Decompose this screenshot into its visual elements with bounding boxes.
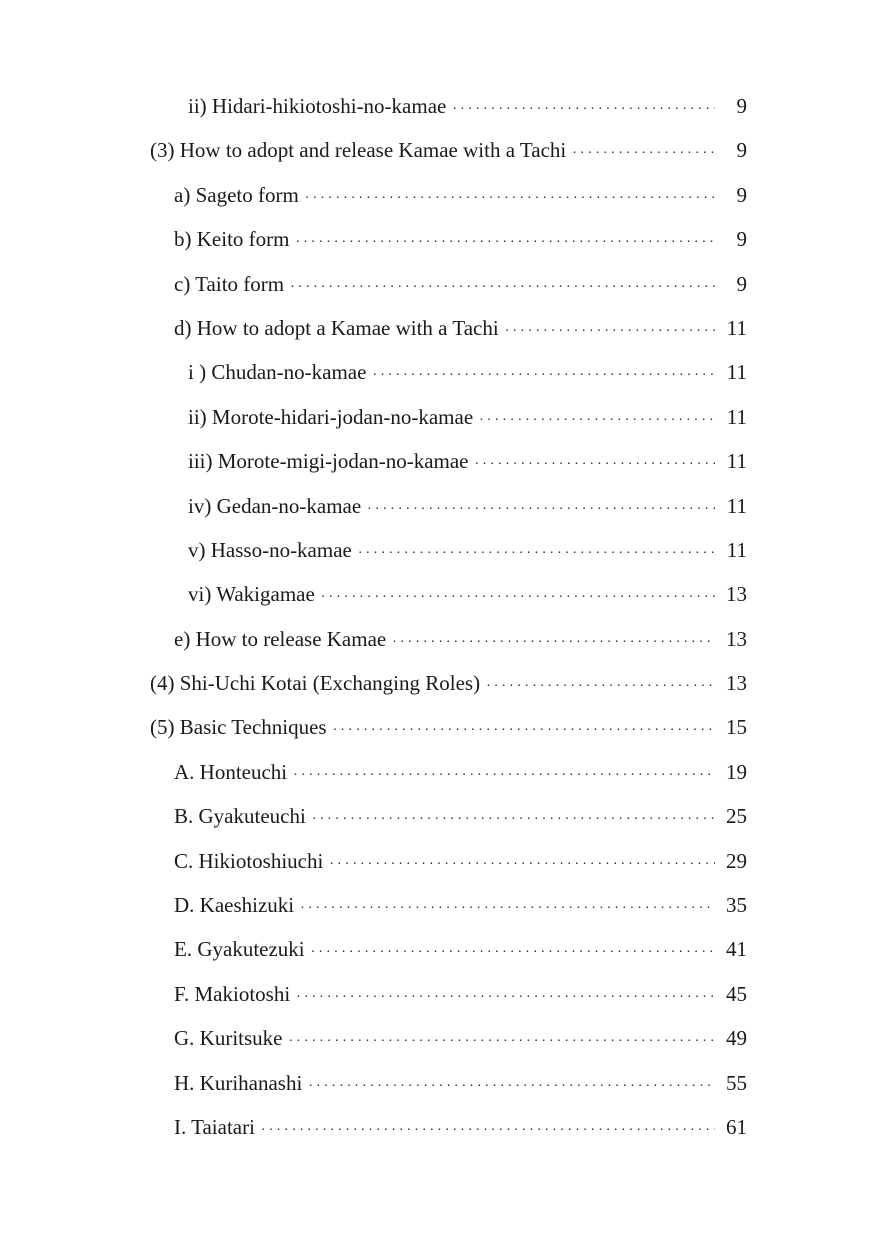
toc-entry-chudan-no-kamae[interactable]	[0, 350, 874, 394]
toc-entry-title: b) Keito form	[174, 227, 290, 252]
toc-dot-leader	[308, 1065, 715, 1109]
toc-entry-page: 29	[726, 848, 747, 873]
toc-dot-leader	[367, 488, 715, 532]
toc-entry-title: (4) Shi-Uchi Kotai (Exchanging Roles)	[150, 671, 481, 696]
toc-entry-hidari-hikiotoshi-no-kamae[interactable]	[0, 84, 874, 128]
toc-entry-title: G. Kuritsuke	[174, 1026, 283, 1051]
toc-dot-leader	[479, 399, 715, 443]
toc-entry-page: 49	[726, 1026, 747, 1051]
toc-dot-leader	[289, 1020, 716, 1064]
toc-entry-title: B. Gyakuteuchi	[174, 804, 306, 829]
toc-entry-hikiotoshiuchi[interactable]	[0, 839, 874, 883]
toc-dot-leader	[329, 843, 715, 887]
toc-dot-leader	[572, 132, 715, 176]
toc-entry-wakigamae[interactable]	[0, 572, 874, 616]
toc-entry-page: 11	[726, 449, 747, 474]
toc-dot-leader	[333, 709, 715, 753]
toc-dot-leader	[300, 887, 715, 931]
toc-dot-leader	[475, 443, 716, 487]
toc-entry-title: a) Sageto form	[174, 182, 299, 207]
toc-entry-page: 41	[726, 937, 747, 962]
table-of-contents	[0, 84, 874, 1149]
toc-dot-leader	[296, 976, 715, 1020]
toc-entry-title: ii) Hidari-hikiotoshi-no-kamae	[188, 94, 447, 118]
toc-entry-page: 13	[726, 626, 747, 651]
toc-entry-title: H. Kurihanashi	[174, 1070, 303, 1095]
toc-entry-gyakutezuki[interactable]	[0, 927, 874, 971]
toc-entry-page: 13	[726, 582, 747, 607]
toc-dot-leader	[305, 177, 715, 221]
toc-entry-title: d) How to adopt a Kamae with a Tachi	[174, 315, 499, 340]
toc-entry-title: (3) How to adopt and release Kamae with a Tachi	[150, 138, 567, 163]
toc-dot-leader	[293, 754, 715, 798]
toc-entry-page: 9	[736, 271, 747, 296]
toc-dot-leader	[261, 1109, 715, 1153]
toc-entry-page: 13	[726, 671, 747, 696]
toc-dot-leader	[358, 532, 715, 576]
toc-entry-page: 55	[726, 1070, 747, 1095]
toc-entry-adopt-kamae-tachi[interactable]	[0, 306, 874, 350]
toc-dot-leader	[290, 266, 715, 310]
toc-entry-page: 9	[736, 182, 747, 207]
toc-entry-adopt-release-kamae[interactable]	[0, 128, 874, 172]
toc-entry-title: ii) Morote-hidari-jodan-no-kamae	[188, 404, 474, 429]
toc-entry-release-kamae[interactable]	[0, 617, 874, 661]
toc-dot-leader	[311, 931, 715, 975]
toc-entry-page: 9	[736, 227, 747, 252]
toc-entry-hasso-no-kamae[interactable]	[0, 528, 874, 572]
toc-entry-taito-form[interactable]	[0, 262, 874, 306]
toc-entry-page: 9	[736, 138, 747, 163]
toc-entry-title: E. Gyakutezuki	[174, 937, 305, 962]
toc-entry-title: D. Kaeshizuki	[174, 893, 295, 918]
toc-entry-title: A. Honteuchi	[174, 759, 288, 784]
toc-dot-leader	[505, 310, 715, 354]
toc-entry-makiotoshi[interactable]	[0, 972, 874, 1016]
toc-entry-kurihanashi[interactable]	[0, 1061, 874, 1105]
toc-dot-leader	[452, 88, 715, 132]
toc-entry-gedan-no-kamae[interactable]	[0, 484, 874, 528]
toc-entry-page: 11	[726, 315, 747, 340]
toc-entry-page: 45	[726, 981, 747, 1006]
toc-entry-shi-uchi-kotai[interactable]	[0, 661, 874, 705]
toc-entry-basic-techniques[interactable]	[0, 705, 874, 749]
toc-entry-title: e) How to release Kamae	[174, 626, 387, 651]
toc-dot-leader	[486, 665, 715, 709]
toc-entry-title: iii) Morote-migi-jodan-no-kamae	[188, 449, 469, 474]
toc-entry-title: i ) Chudan-no-kamae	[188, 360, 367, 385]
toc-entry-keito-form[interactable]	[0, 217, 874, 261]
toc-entry-morote-hidari-jodan[interactable]	[0, 395, 874, 439]
toc-entry-page: 35	[726, 893, 747, 918]
toc-entry-honteuchi[interactable]	[0, 750, 874, 794]
toc-dot-leader	[295, 221, 715, 265]
toc-entry-morote-migi-jodan[interactable]	[0, 439, 874, 483]
toc-entry-page: 11	[726, 360, 747, 385]
toc-entry-title: F. Makiotoshi	[174, 981, 291, 1006]
toc-entry-page: 11	[726, 404, 747, 429]
toc-entry-kaeshizuki[interactable]	[0, 883, 874, 927]
toc-entry-page: 25	[726, 804, 747, 829]
toc-entry-page: 19	[726, 759, 747, 784]
toc-dot-leader	[321, 576, 715, 620]
toc-entry-page: 11	[726, 493, 747, 518]
toc-entry-title: c) Taito form	[174, 271, 285, 296]
toc-dot-leader	[392, 621, 715, 665]
toc-entry-sageto-form[interactable]	[0, 173, 874, 217]
toc-dot-leader	[312, 798, 715, 842]
toc-entry-page: 61	[726, 1114, 747, 1139]
toc-entry-title: (5) Basic Techniques	[150, 715, 327, 740]
toc-entry-title: v) Hasso-no-kamae	[188, 537, 352, 562]
toc-entry-title: I. Taiatari	[174, 1114, 255, 1139]
toc-entry-kuritsuke[interactable]	[0, 1016, 874, 1060]
toc-entry-title: C. Hikiotoshiuchi	[174, 848, 324, 873]
toc-entry-title: vi) Wakigamae	[188, 582, 315, 607]
toc-entry-page: 11	[726, 537, 747, 562]
toc-entry-title: iv) Gedan-no-kamae	[188, 493, 362, 518]
toc-entry-page: 15	[726, 715, 747, 740]
toc-entry-gyakuteuchi[interactable]	[0, 794, 874, 838]
toc-dot-leader	[372, 354, 715, 398]
toc-entry-page: 9	[736, 94, 747, 118]
toc-entry-taiatari[interactable]	[0, 1105, 874, 1149]
